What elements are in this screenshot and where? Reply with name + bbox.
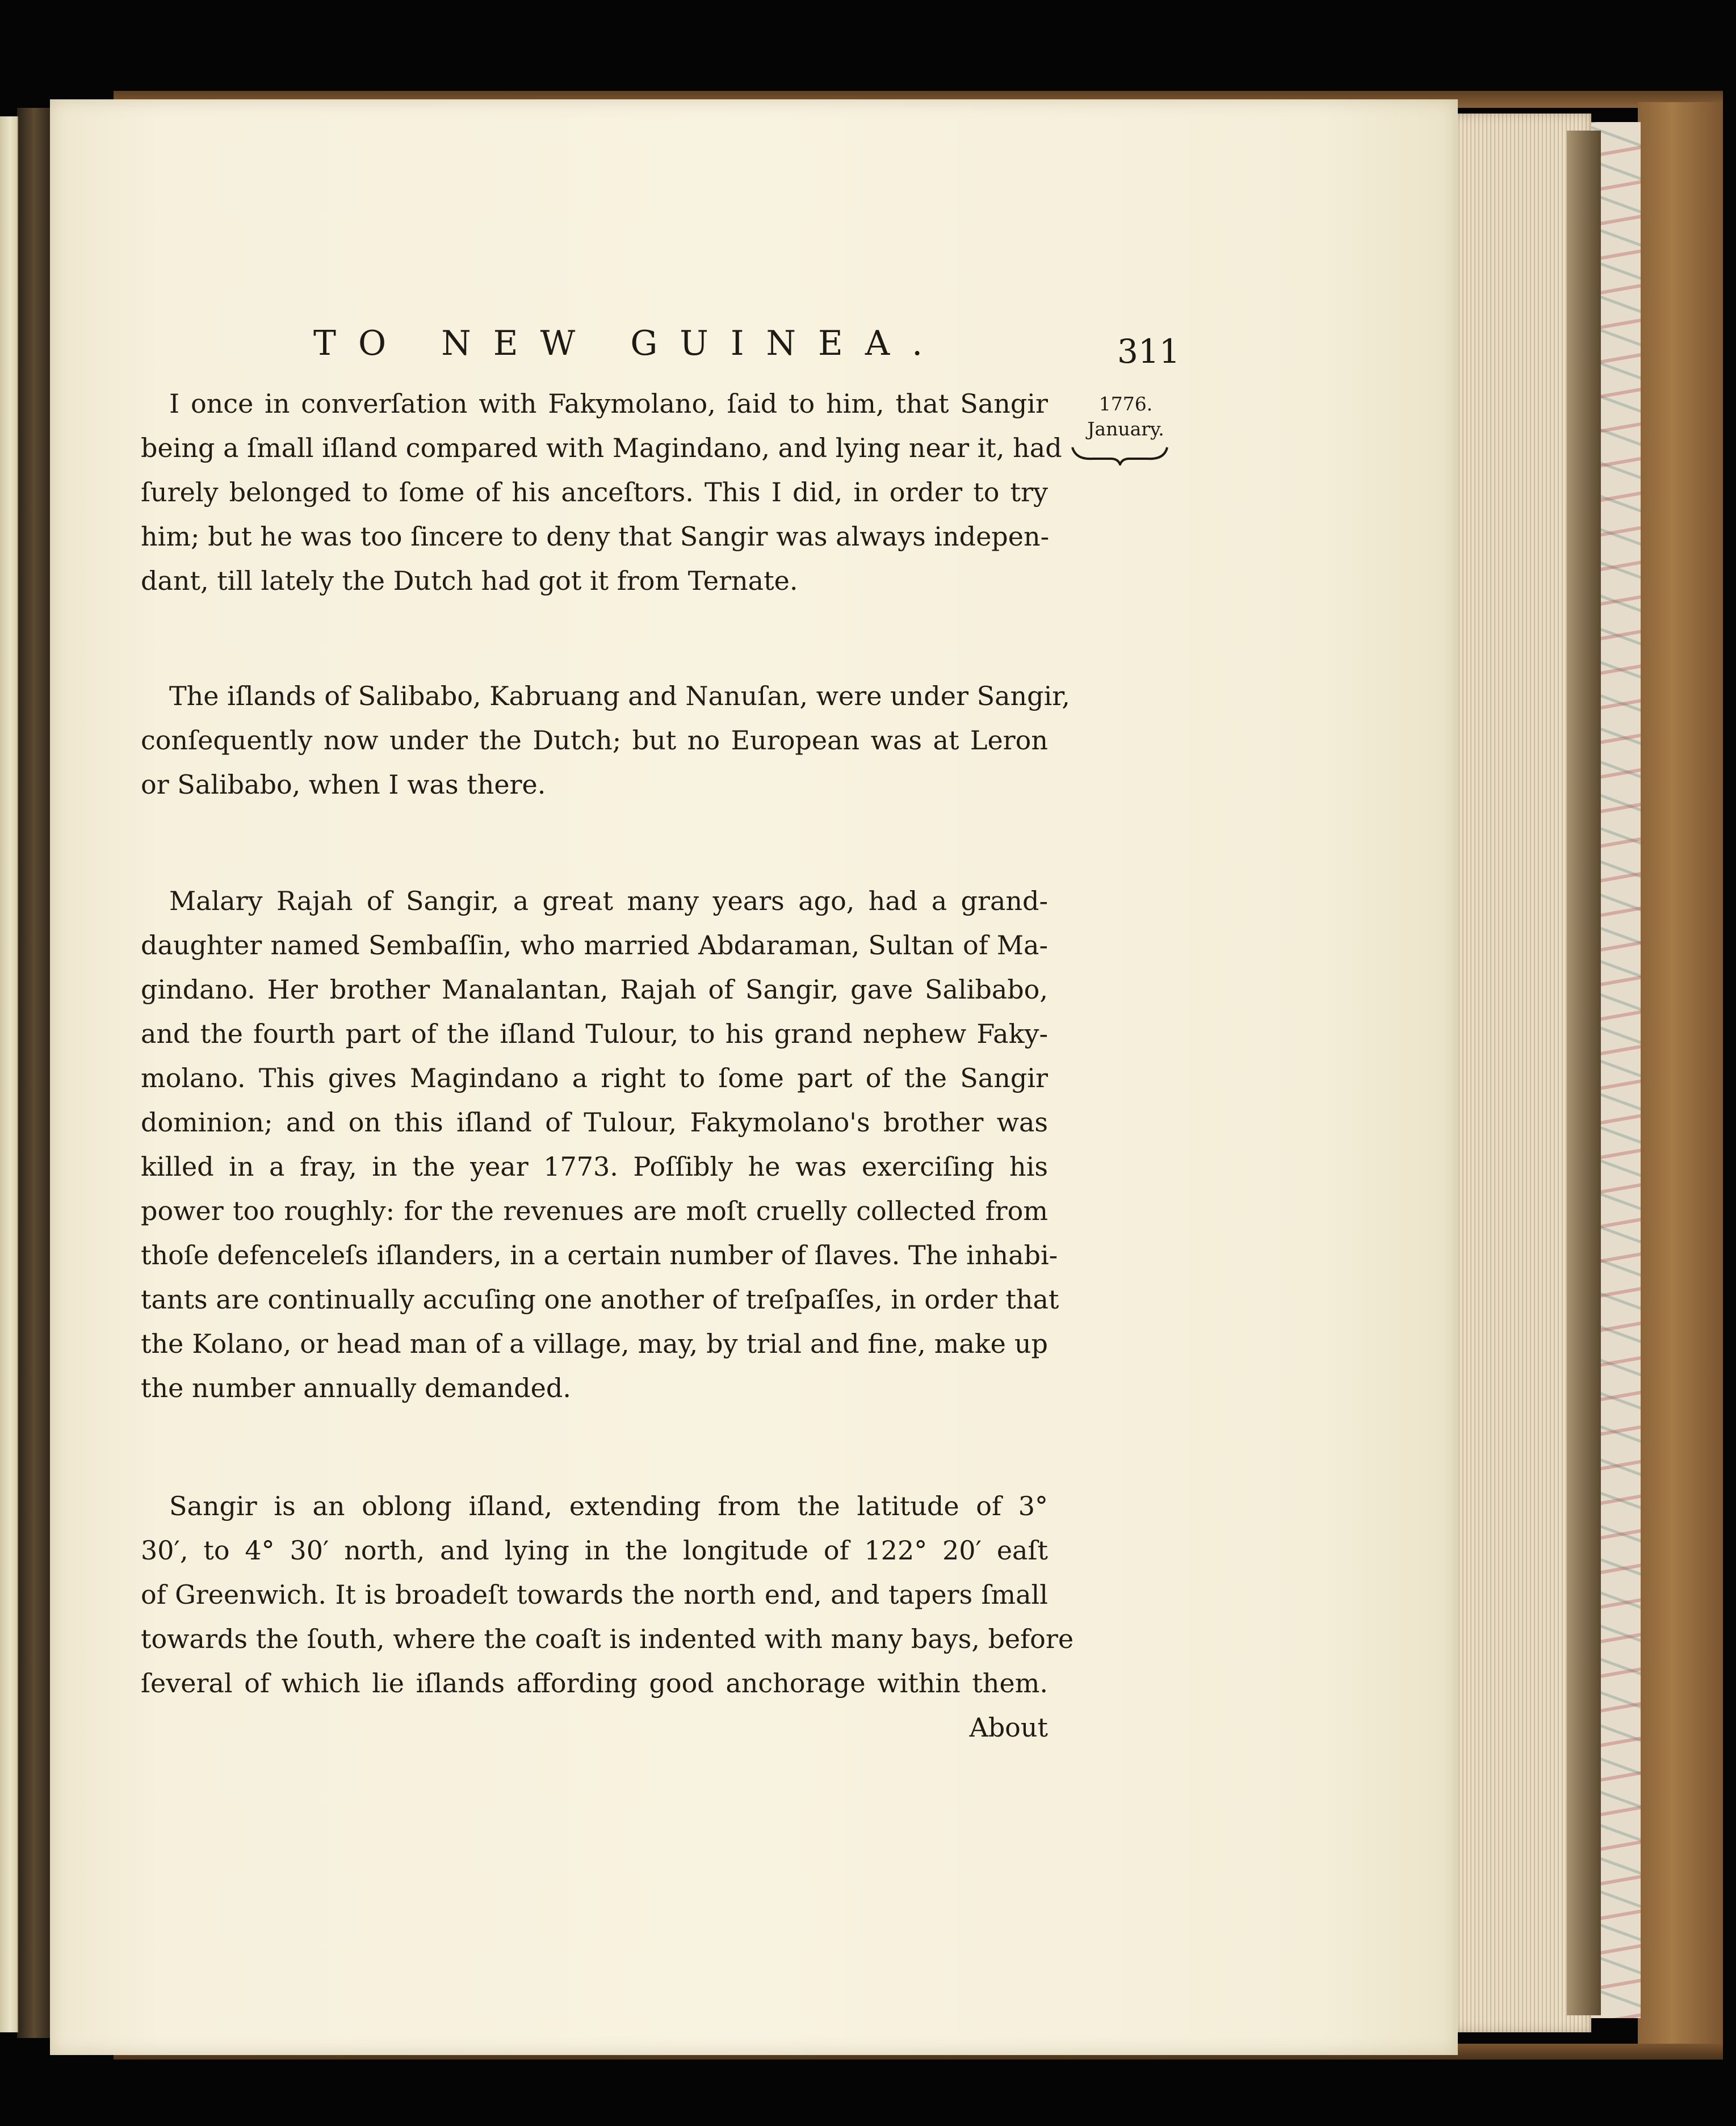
binding-left [17,108,51,2038]
paragraph [141,674,1070,807]
paragraph [141,879,1059,1410]
text-line: ſurely belonged to ſome of his anceſtors. This I did, in order to try [141,477,1048,508]
text-line: gindano. Her brother Manalantan, Rajah of Sangir, gave Salibabo, [141,974,1048,1005]
paragraph [141,1484,1074,1705]
text-line: towards the ſouth, where the coaſt is indented with many bays, before [141,1624,1074,1654]
text-line: I once in converſation with Fakymolano, ſaid to him, that Sangir [169,388,1048,419]
text-line: of Greenwich. It is broadeſt towards the north end, and tapers ſmall [141,1579,1048,1610]
leather-cover [1638,102,1723,2049]
paragraph [141,381,1062,603]
margin-date-note [1083,392,1168,442]
text-line: molano. This gives Magindano a right to ſome part of the Sangir [141,1063,1048,1093]
text-line: him; but he was too ſincere to deny that Sangir was always indepen- [141,521,1050,552]
catchword: About [969,1712,1048,1743]
text-line: killed in a fray, in the year 1773. Poſſibly he was exerciſing his [141,1151,1048,1182]
margin-year: 1776. [1098,393,1153,415]
text-line: Sangir is an oblong iſland, extending from the latitude of 3° [169,1491,1048,1521]
text-line: Malary Rajah of Sangir, a great many years ago, had a grand- [169,886,1048,916]
body-text [141,381,1074,1750]
margin-month: January. [1087,418,1164,440]
fore-edge-shadow [1567,131,1601,2015]
running-head: TO NEW GUINEA. [313,324,945,363]
text-line: ſeveral of which lie iſlands affording good anchorage within them. [141,1668,1048,1699]
text-line: 30′, to 4° 30′ north, and lying in the longitude of 122° 20′ eaſt [141,1535,1048,1566]
text-line: power too roughly: for the revenues are moſt cruelly collected from [141,1196,1048,1226]
text-line: and the fourth part of the iſland Tulour, to his grand nephew Faky- [141,1018,1048,1049]
previous-page-edge [0,116,18,2032]
page-number: 311 [1117,332,1180,371]
text-line: tants are continually accuſing one another of treſpaſſes, in order that [141,1284,1059,1315]
text-line: thoſe defenceleſs iſlanders, in a certain number of ſlaves. The inhabi- [141,1240,1058,1270]
text-line: the Kolano, or head man of a village, may, by trial and fine, make up [141,1328,1048,1359]
text-line: dant, till lately the Dutch had got it from Ternate. [141,565,798,596]
text-line: or Salibabo, when I was there. [141,769,546,800]
text-line: The iſlands of Salibabo, Kabruang and Nanuſan, were under Sangir, [169,681,1070,711]
text-line: daughter named Sembaſſin, who married Abdaraman, Sultan of Ma- [141,930,1048,961]
margin-brace-ornament [1070,443,1169,466]
text-line: dominion; and on this iſland of Tulour, Fakymolano's brother was [141,1107,1048,1138]
text-line: the number annually demanded. [141,1373,571,1403]
text-line: being a ſmall iſland compared with Magindano, and lying near it, had [141,433,1062,463]
text-line: conſequently now under the Dutch; but no European was at Leron [141,725,1048,756]
